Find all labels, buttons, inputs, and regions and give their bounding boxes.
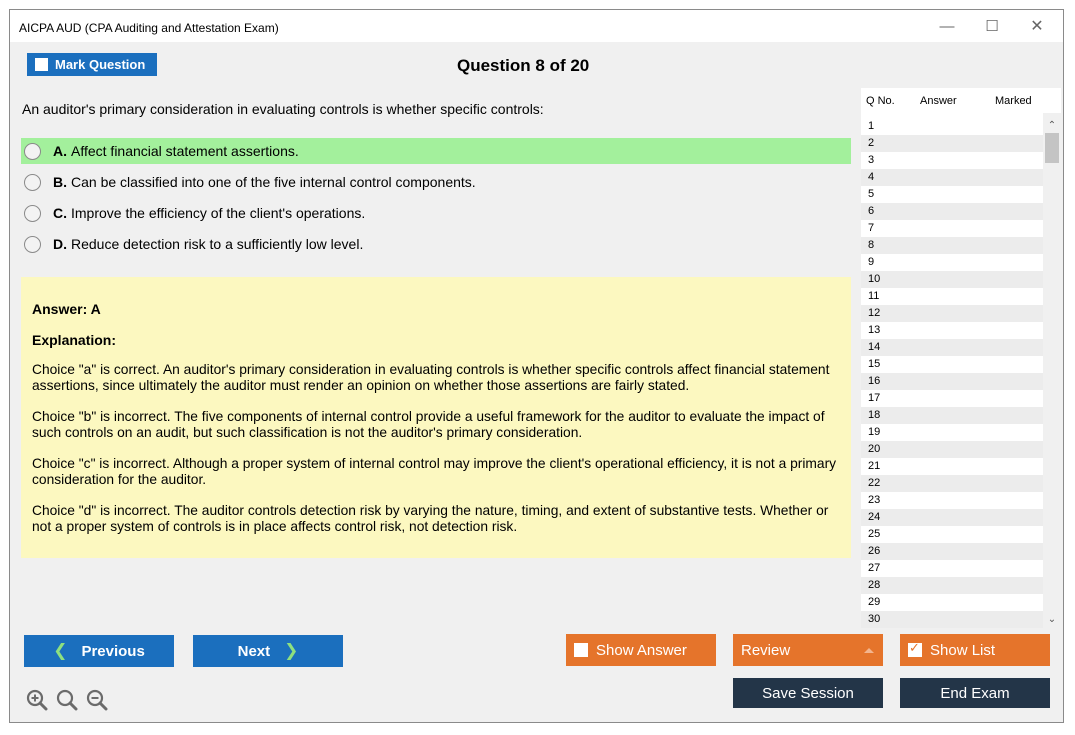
question-list-scrollbar[interactable]	[1043, 113, 1061, 627]
answer-label: Answer: A	[32, 301, 101, 317]
explanation-paragraph: Choice "b" is incorrect. The five components of internal control provide a useful framework for the auditor to evaluate the impact of such controls on an audit, but such classification is not the auditor's primary consideration.	[32, 409, 825, 440]
question-list-row[interactable]: 24	[861, 509, 1043, 526]
question-list-row[interactable]: 27	[868, 562, 881, 574]
question-list-row[interactable]: 25	[868, 528, 881, 540]
option-letter: A.	[53, 143, 67, 159]
mark-question-button[interactable]	[27, 53, 157, 76]
title-bar	[10, 10, 1063, 42]
checkbox-icon	[574, 643, 588, 657]
scrollbar-thumb[interactable]	[1045, 133, 1059, 163]
zoom-out-icon[interactable]	[86, 689, 108, 711]
question-list-row[interactable]: 29	[868, 596, 881, 608]
question-text: An auditor's primary consideration in evaluating controls is whether specific controls:	[22, 101, 544, 117]
question-list-row[interactable]: 1	[868, 120, 875, 132]
question-list-row[interactable]: 8	[861, 237, 1043, 254]
close-icon[interactable]: ✕	[1030, 18, 1044, 35]
question-list-row[interactable]: 21	[868, 460, 881, 472]
chevron-right-icon: ❯	[284, 641, 299, 660]
option-text: Improve the efficiency of the client's operations.	[71, 205, 366, 221]
option-text: Affect financial statement assertions.	[71, 143, 299, 159]
question-list-row[interactable]: 5	[868, 188, 875, 200]
radio-button[interactable]	[24, 174, 41, 191]
question-list-row[interactable]: 3	[868, 154, 875, 166]
question-list-row[interactable]: 30	[861, 611, 1043, 628]
question-list-row[interactable]: 19	[868, 426, 881, 438]
question-list-row[interactable]: 13	[868, 324, 881, 336]
option-text: Reduce detection risk to a sufficiently low level.	[71, 236, 364, 252]
question-counter: Question 8 of 20	[457, 56, 590, 75]
exam-window	[9, 9, 1064, 723]
question-list	[861, 88, 1061, 627]
explanation-panel	[21, 277, 851, 558]
question-list-row[interactable]: 10	[861, 271, 1043, 288]
show-list-label: Show List	[930, 641, 996, 659]
checkbox-checked-icon	[908, 643, 922, 657]
minimize-icon[interactable]: —	[939, 17, 955, 35]
show-list-toggle[interactable]	[900, 634, 1050, 666]
maximize-icon[interactable]: ☐	[985, 18, 999, 35]
answer-column-header[interactable]: Answer	[920, 95, 957, 107]
explanation-heading: Explanation:	[32, 332, 117, 348]
option-letter: D.	[53, 236, 67, 252]
marked-column-header[interactable]: Marked	[995, 95, 1032, 107]
save-session-button[interactable]	[733, 678, 883, 708]
radio-button[interactable]	[24, 236, 41, 253]
show-answer-label: Show Answer	[596, 641, 687, 659]
question-list-row[interactable]: 15	[868, 358, 881, 370]
question-list-row[interactable]: 7	[868, 222, 875, 234]
chevron-down-icon[interactable]: ⌄	[1047, 613, 1057, 625]
radio-button[interactable]	[24, 143, 41, 160]
question-list-row[interactable]: 20	[861, 441, 1043, 458]
explanation-paragraph: Choice "d" is incorrect. The auditor controls detection risk by varying the nature, timing, and extent of substantive tests. Whether or not a proper system of controls is in place affects control risk, not detection risk.	[32, 503, 829, 534]
mark-question-label: Mark Question	[55, 57, 146, 72]
option-d[interactable]	[21, 231, 851, 257]
zoom-in-icon[interactable]	[26, 689, 48, 711]
next-label: Next	[237, 642, 271, 660]
next-button[interactable]	[193, 635, 343, 667]
end-exam-label: End Exam	[940, 684, 1010, 702]
save-session-label: Save Session	[762, 684, 854, 702]
chevron-up-icon[interactable]: ⌃	[1047, 119, 1057, 131]
zoom-reset-icon[interactable]	[56, 689, 78, 711]
question-list-row[interactable]: 22	[861, 475, 1043, 492]
option-text: Can be classified into one of the five internal control components.	[71, 174, 476, 190]
review-label: Review	[741, 641, 791, 659]
question-list-row[interactable]: 2	[861, 135, 1043, 152]
show-answer-toggle[interactable]	[566, 634, 716, 666]
option-a[interactable]	[21, 138, 851, 164]
qno-column-header[interactable]: Q No.	[866, 95, 895, 107]
question-list-row[interactable]: 28	[861, 577, 1043, 594]
question-list-row[interactable]: 18	[861, 407, 1043, 424]
option-c[interactable]	[21, 200, 851, 226]
chevron-up-icon	[864, 648, 874, 653]
window-title: AICPA AUD (CPA Auditing and Attestation Exam)	[19, 21, 279, 35]
question-list-row[interactable]: 6	[861, 203, 1043, 220]
option-letter: B.	[53, 174, 67, 190]
explanation-paragraph: Choice "c" is incorrect. Although a proper system of internal control may improve the client's operational efficiency, it is not a primary consideration for the auditor.	[32, 456, 837, 487]
question-list-row[interactable]: 17	[868, 392, 881, 404]
question-list-row[interactable]: 9	[868, 256, 875, 268]
question-list-row[interactable]: 4	[861, 169, 1043, 186]
question-list-row[interactable]: 16	[861, 373, 1043, 390]
chevron-left-icon: ❮	[53, 641, 68, 660]
explanation-paragraph: Choice "a" is correct. An auditor's primary consideration in evaluating controls is whether specific controls affect financial statement assertions, since ultimately the auditor must render an opinion on whether those assertions are fairly stated.	[32, 362, 830, 393]
question-list-row[interactable]: 11	[868, 290, 880, 302]
checkbox-icon	[35, 58, 48, 71]
option-b[interactable]	[21, 169, 851, 195]
question-list-row[interactable]: 23	[868, 494, 881, 506]
option-letter: C.	[53, 205, 67, 221]
end-exam-button[interactable]	[900, 678, 1050, 708]
question-list-row[interactable]: 14	[861, 339, 1043, 356]
previous-button[interactable]	[24, 635, 174, 667]
previous-label: Previous	[81, 642, 145, 660]
question-list-rows	[861, 118, 1043, 628]
question-list-row[interactable]: 26	[861, 543, 1043, 560]
question-list-row[interactable]: 12	[861, 305, 1043, 322]
review-dropdown[interactable]	[733, 634, 883, 666]
question-list-header	[861, 88, 1061, 113]
radio-button[interactable]	[24, 205, 41, 222]
